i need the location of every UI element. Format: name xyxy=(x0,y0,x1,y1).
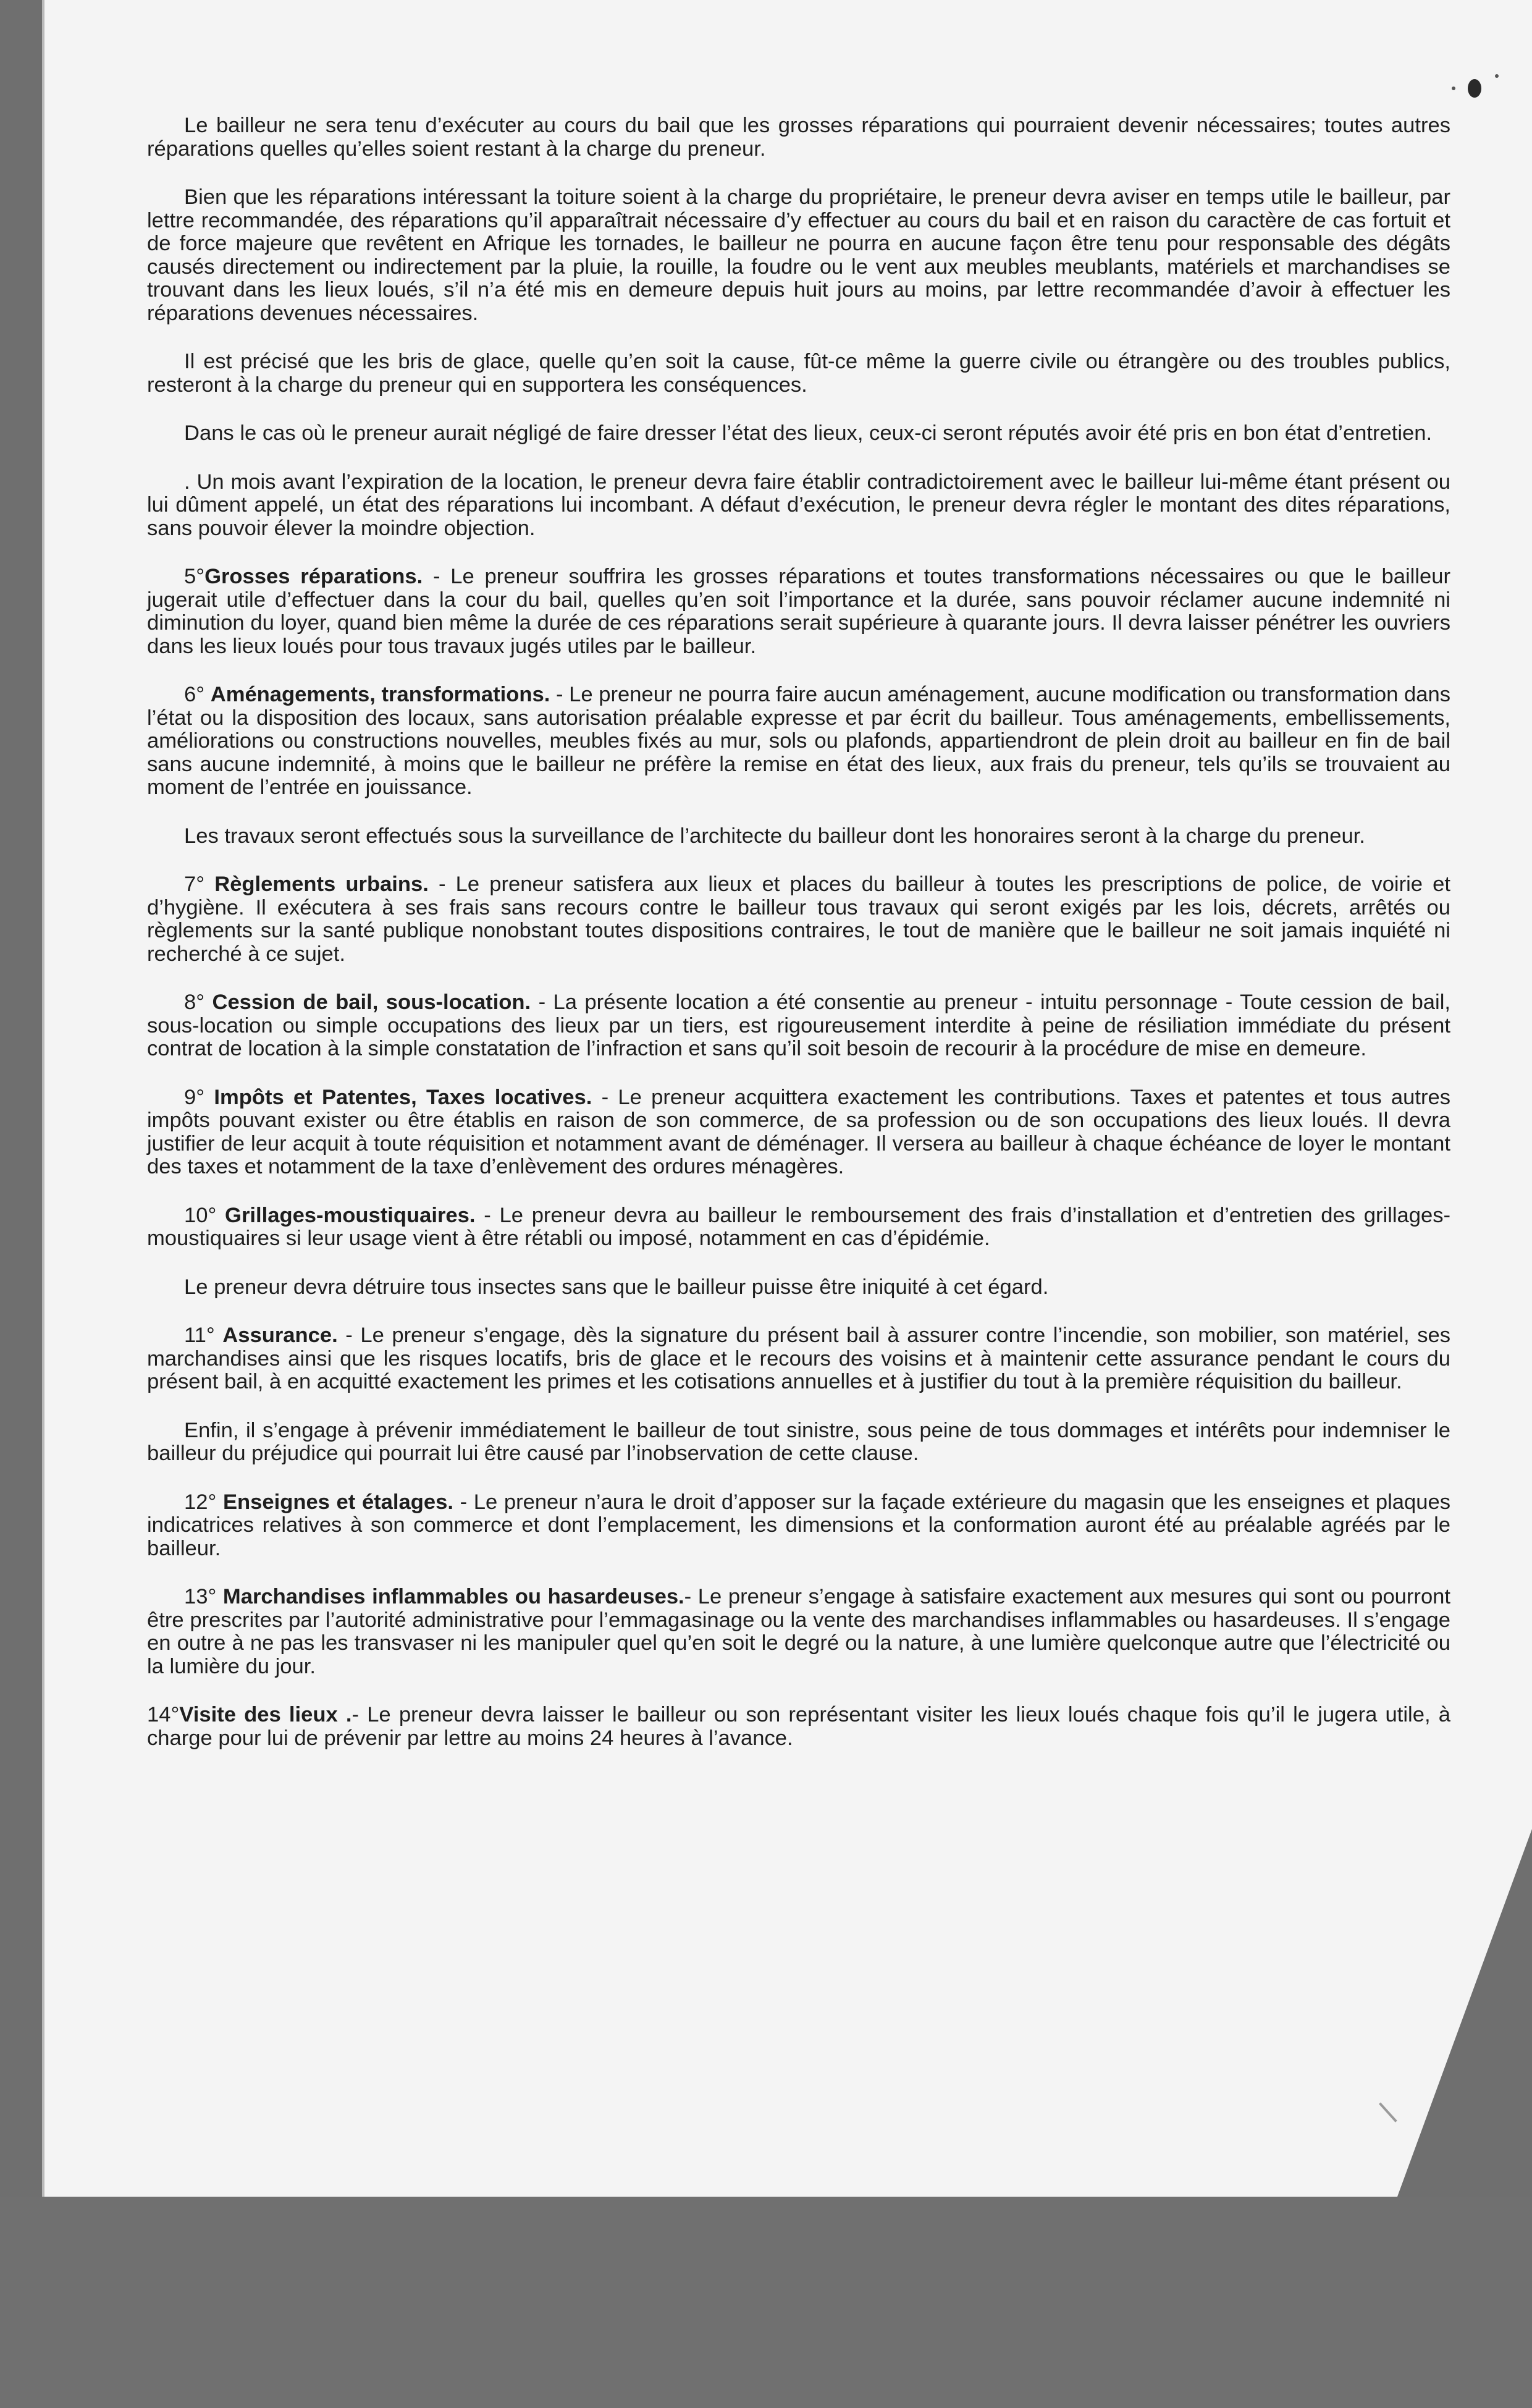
paragraph-major-repairs xyxy=(147,114,1450,161)
clause-heading: Grosses réparations. xyxy=(204,565,423,588)
paragraph-end-of-lease xyxy=(147,471,1450,541)
clause-text: - Le preneur acquittera exactement les contributions. Taxes et patentes et tous autres impôts pouvant exister ou être établis en raison de son commerce, de sa profession ou de son occupations des lieux loués. Il devra justifier de leur acquit à toute réquisition et notamment avant de déménager. Il versera au bailleur à chaque échéance de loyer le montant des taxes et notamment de la taxe d’enlèvement des ordures ménagères. xyxy=(147,1085,1451,1178)
clause-number: 9° xyxy=(184,1085,205,1109)
paragraph-text: Les travaux seront effectués sous la surveillance de l’architecte du bailleur dont les honoraires seront à la charge du preneur. xyxy=(184,824,1365,848)
clause-text: - Le preneur n’aura le droit d’apposer sur la façade extérieure du magasin que les enseignes et plaques indicatrices relatives à son commerce et dont l’emplacement, les dimensions et la conformation auront été au préalable agréés par le bailleur. xyxy=(147,1490,1451,1560)
clause-text: - Le preneur satisfera aux lieux et places du bailleur à toutes les prescriptions de police, de voirie et d’hygiène. Il exécutera à ses frais sans recours contre le bailleur tous travaux qui seront exigés par les lois, décrets, arrêtés ou règlements sur la santé publique nonobstant toutes dispositions contraires, le tout de manière que le bailleur ne soit jamais inquiété ni recherché à ce sujet. xyxy=(147,872,1451,966)
paragraph-text: Le bailleur ne sera tenu d’exécuter au cours du bail que les grosses réparations qui pourraient devenir nécessaires; toutes autres réparations quelles qu’elles soient restant à la charge du preneur. xyxy=(147,114,1450,161)
paragraph-roof-repairs xyxy=(147,186,1450,325)
scan-background xyxy=(0,2197,1532,2408)
ink-speck xyxy=(1452,87,1455,90)
clause-number: 7° xyxy=(184,872,205,896)
clause-13 xyxy=(147,1586,1450,1678)
clause-heading: Impôts et Patentes, Taxes locatives. xyxy=(214,1085,592,1109)
clause-text: - Le preneur ne pourra faire aucun aménagement, aucune modification ou transformation dans l’état ou la disposition des locaux, sans autorisation préalable expresse et par écrit du bailleur. Tous aménagements, embellissements, améliorations ou constructions nouvelles, meubles fixés au mur, sols ou plafonds, appartiendront de plein droit au bailleur en fin de bail sans aucune indemnité, à moins que le bailleur ne préfère la remise en état des lieux, aux frais du preneur, tels qu’ils se trouvaient au moment de l’entrée en jouissance. xyxy=(147,683,1451,799)
paragraph-number: . xyxy=(184,470,190,494)
clause-number: 5° xyxy=(184,565,205,588)
paragraph-broken-glass xyxy=(147,350,1450,397)
clause-heading: Visite des lieux . xyxy=(179,1703,352,1726)
paragraph-architect xyxy=(147,825,1450,848)
paragraph-insects xyxy=(147,1276,1450,1299)
clause-heading: Marchandises inflammables ou hasardeuses. xyxy=(222,1585,684,1608)
clause-14 xyxy=(147,1704,1450,1750)
clause-text: - Le preneur souffrira les grosses réparations et toutes transformations nécessaires ou que le bailleur jugerait utile d’effectuer dans la cour du bail, quelles qu’en soit l’importance et la durée, sans pouvoir réclamer aucune indemnité ni diminution du loyer, quand bien même la durée de ces réparations serait supérieure à quarante jours. Il devra laisser pénétrer les ouvriers dans les lieux loués pour tous travaux jugés utiles par le bailleur. xyxy=(147,565,1450,658)
ink-speck xyxy=(1495,74,1499,78)
clause-heading: Aménagements, transformations. xyxy=(210,683,550,706)
paragraph-text: Le preneur devra détruire tous insectes sans que le bailleur puisse être iniquité à cet égard. xyxy=(184,1275,1049,1299)
clause-10 xyxy=(147,1204,1450,1251)
clause-number: 14° xyxy=(147,1703,180,1726)
clause-heading: Assurance. xyxy=(222,1324,338,1347)
paragraph-text: Enfin, il s’engage à prévenir immédiatement le bailleur de tout sinistre, sous peine de tous dommages et intérêts pour indemniser le bailleur du préjudice qui pourrait lui être causé par l’inobservation de cette clause. xyxy=(147,1418,1450,1465)
clause-number: 8° xyxy=(184,991,205,1014)
clause-7 xyxy=(147,873,1450,966)
clause-text: - Le preneur s’engage à satisfaire exactement aux mesures qui sont ou pourront être prescrites par l’autorité administrative pour l’emmagasinage ou la vente des marchandises inflammables ou hasardeuses. Il s’engage en outre à ne pas les transvaser ni les manipuler quel qu’en soit le degré ou la nature, à une lumière quelconque autre que l’électricité ou la lumière du jour. xyxy=(147,1585,1451,1678)
clause-heading: Cession de bail, sous-location. xyxy=(212,991,531,1014)
clause-text: - Le preneur devra au bailleur le remboursement des frais d’installation et d’entretien des grillages-moustiquaires si leur usage vient à être rétabli ou imposé, notamment en cas d’épidémie. xyxy=(147,1203,1450,1250)
paragraph-text: Bien que les réparations intéressant la toiture soient à la charge du propriétaire, le preneur devra aviser en temps utile le bailleur, par lettre recommandée, des réparations qu’il apparaîtrait nécessaire d’y effectuer au cours du bail et en raison du caractère de cas fortuit et de force majeure que revêtent en Afrique les tornades, le bailleur ne pourra en aucune façon être tenu pour responsable des dégâts causés directement ou indirectement par la pluie, la rouille, la foudre ou le vent aux meubles meublants, matériels et marchandises se trouvant dans les lieux loués, s’il n’a été mis en demeure depuis huit jours au moins, par lettre recommandée d’avoir à effectuer les réparations devenues nécessaires. xyxy=(147,185,1450,325)
paragraph-text: Il est précisé que les bris de glace, quelle qu’en soit la cause, fût-ce même la guerre civile ou étrangère ou des troubles publics, resteront à la charge du preneur qui en supportera les conséquences. xyxy=(147,350,1450,397)
clause-12 xyxy=(147,1491,1450,1561)
clause-text: - Le preneur s’engage, dès la signature du présent bail à assurer contre l’incendie, son mobilier, son matériel, ses marchandises ainsi que les risques locatifs, bris de glace et le recours des voisins et à maintenir cette assurance pendant le cours du présent bail, à en acquitté exactement les primes et les cotisations annuelles et à justifier du tout à la première réquisition du bailleur. xyxy=(147,1324,1451,1393)
paragraph-inventory xyxy=(147,422,1450,446)
clause-number: 11° xyxy=(184,1324,215,1347)
clause-heading: Règlements urbains. xyxy=(214,872,429,896)
clause-heading: Enseignes et étalages. xyxy=(222,1490,453,1514)
lease-text xyxy=(147,114,1450,1775)
clause-heading: Grillages-moustiquaires. xyxy=(225,1203,476,1227)
clause-number: 6° xyxy=(184,683,205,706)
clause-11 xyxy=(147,1324,1450,1394)
clause-number: 10° xyxy=(184,1203,217,1227)
clause-8 xyxy=(147,991,1450,1061)
page-edge xyxy=(42,0,44,2197)
paragraph-text: Dans le cas où le preneur aurait négligé de faire dresser l’état des lieux, ceux-ci seront réputés avoir été pris en bon état d’entretien. xyxy=(184,421,1433,445)
clause-number: 13° xyxy=(184,1585,217,1608)
clause-5 xyxy=(147,565,1450,658)
clause-text: - Le preneur devra laisser le bailleur ou son représentant visiter les lieux loués chaque fois qu’il le jugera utile, à charge pour lui de prévenir par lettre au moins 24 heures à l’avance. xyxy=(147,1703,1451,1750)
paragraph-sinister xyxy=(147,1419,1450,1466)
ink-smudge xyxy=(1468,79,1481,98)
paragraph-text: Un mois avant l’expiration de la location, le preneur devra faire établir contradictoirement avec le bailleur lui-même étant présent ou lui dûment appelé, un état des réparations lui incombant. A défaut d’exécution, le preneur devra régler le montant des dites réparations, sans pouvoir élever la moindre objection. xyxy=(147,470,1450,540)
clause-number: 12° xyxy=(184,1490,217,1514)
clause-6 xyxy=(147,683,1450,800)
clause-9 xyxy=(147,1086,1450,1179)
clause-text: - La présente location a été consentie au preneur - intuitu personnage - Toute cession de bail, sous-location ou simple occupations des lieux par un tiers, est rigoureusement interdite à peine de résiliation immédiate du présent contrat de location à la simple constatation de l’infraction et sans qu’il soit besoin de recourir à la procédure de mise en demeure. xyxy=(147,991,1450,1060)
